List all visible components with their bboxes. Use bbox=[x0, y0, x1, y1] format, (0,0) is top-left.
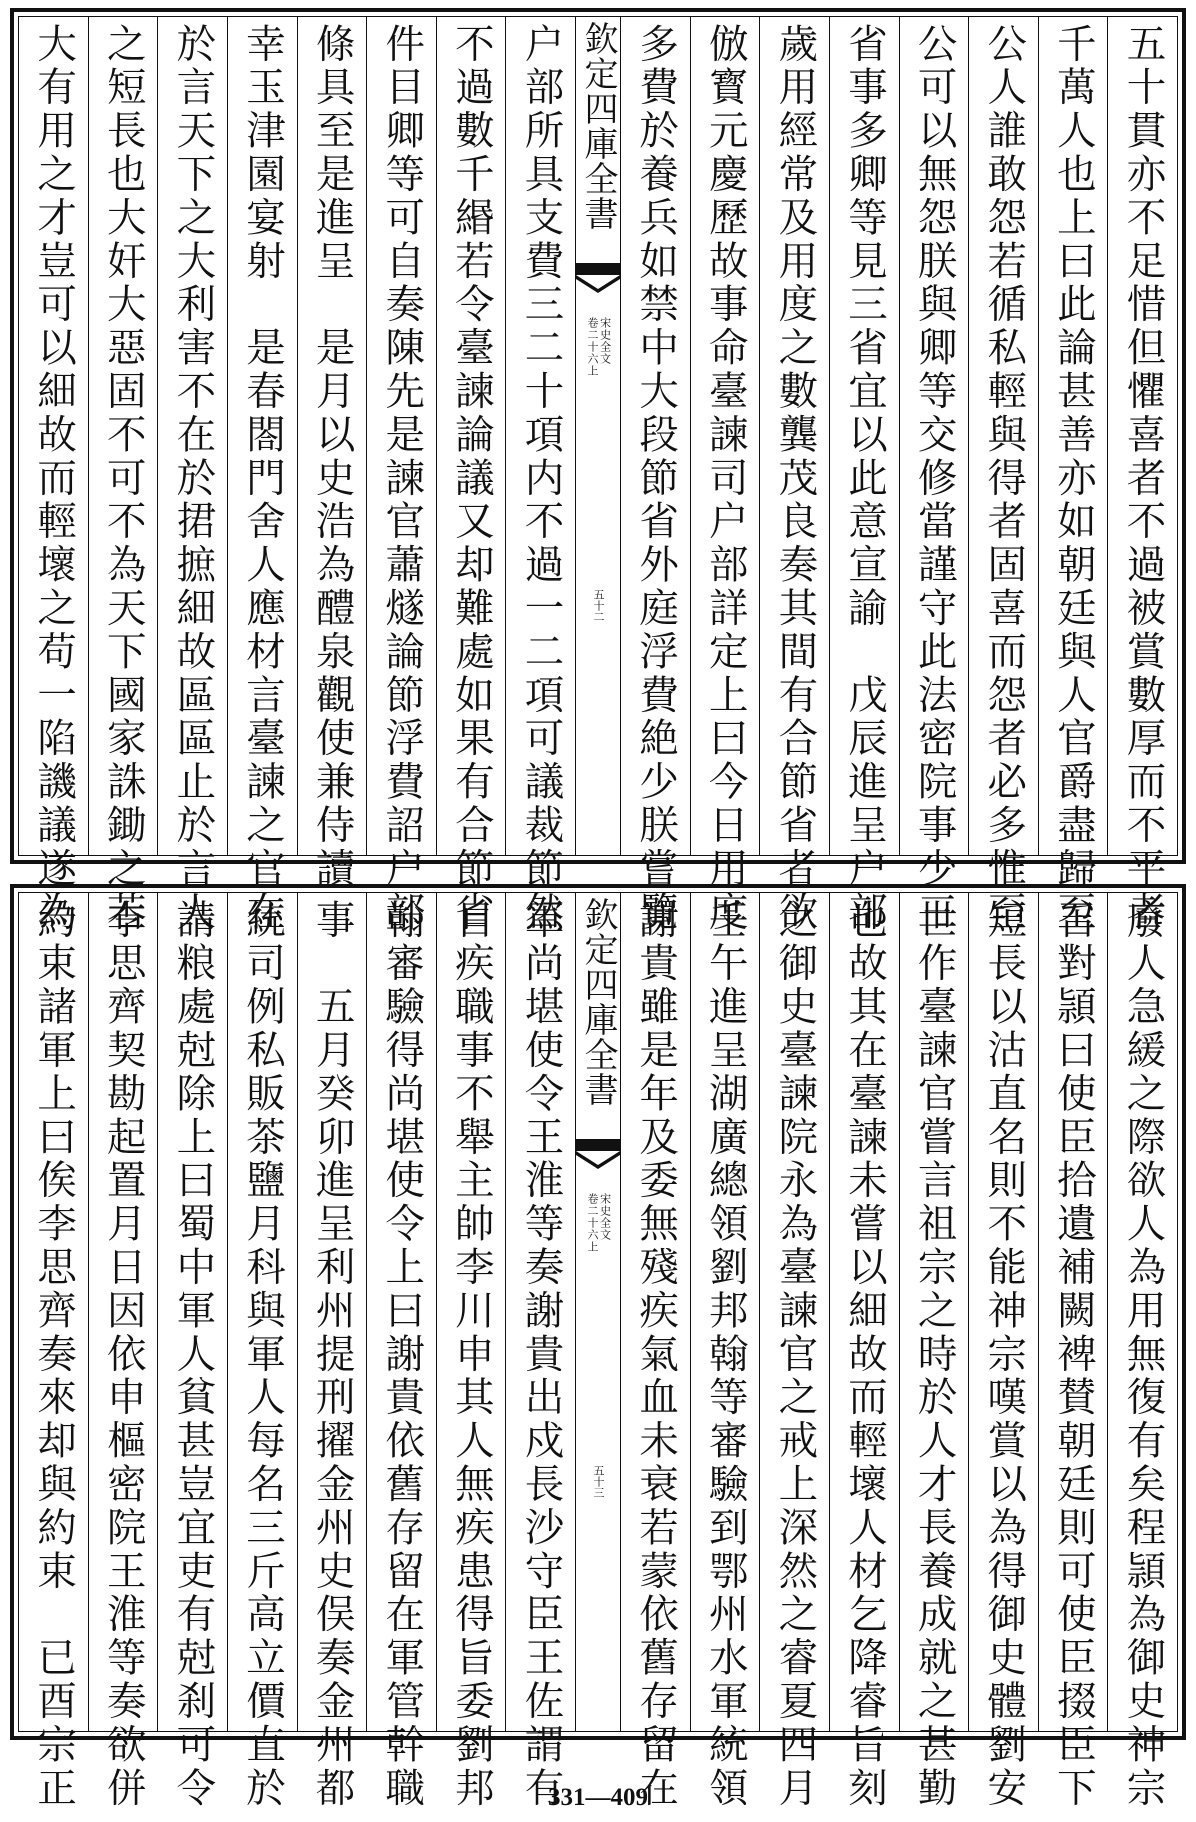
column-text: 之短長也大奸大惡固不可不為天下國家誅鋤之若 bbox=[100, 23, 147, 935]
text-column bbox=[759, 17, 829, 935]
fishtail-ornament bbox=[576, 263, 620, 275]
text-column bbox=[690, 893, 760, 1811]
text-column bbox=[1107, 17, 1177, 935]
column-text: 世作臺諫官嘗言祖宗之時於人才長養成就之甚勤 bbox=[911, 899, 958, 1811]
column-text: 統司例私販茶鹽月科與軍人每名三斤高立價直於 bbox=[239, 899, 286, 1811]
column-text: 於言天下之大利害不在於捃摭細故區區止於言人 bbox=[170, 23, 217, 935]
page-panel-top bbox=[10, 8, 1186, 935]
column-text: 千萬人也上曰此論甚善亦如朝廷與人官爵盡歸至 bbox=[1050, 23, 1097, 935]
text-column bbox=[436, 17, 506, 935]
column-text: 公人誰敢怨若循私輕與得者固喜而怨者必多惟至 bbox=[981, 23, 1028, 935]
book-title: 欽定四庫全書 bbox=[578, 21, 618, 231]
columns-top bbox=[19, 17, 1177, 935]
text-column bbox=[829, 17, 899, 935]
column-text: 召對頴曰使臣拾遺補闕裨賛朝廷則可使臣掇臣下 bbox=[1050, 899, 1097, 1811]
column-text: 廢人急緩之際欲人為用無復有矣程頴為御史神宗 bbox=[1120, 899, 1167, 1811]
column-text: 多費於養兵如禁中大段節省外庭浮費絶少朕嘗覽 bbox=[633, 23, 680, 935]
text-column bbox=[436, 893, 506, 1811]
volume-label: 卷二十六上 bbox=[586, 1193, 599, 1253]
text-column bbox=[1038, 17, 1108, 935]
text-column bbox=[19, 17, 88, 935]
text-column bbox=[620, 893, 690, 1811]
column-text: 幸玉津園宴射 是春閤門舍人應材言臺諫之官在 bbox=[239, 23, 286, 935]
column-text: 不過數千緡若令臺諫論議又却難處如果有合節省 bbox=[448, 23, 495, 935]
page-reference: 331—409 bbox=[548, 1784, 648, 1811]
text-column bbox=[227, 17, 297, 935]
column-text: 軍尚堪使令王淮等奏謝貴出戍長沙守臣王佐謂有 bbox=[518, 899, 565, 1811]
text-column bbox=[157, 17, 227, 935]
volume-label: 卷二十六上 bbox=[586, 317, 599, 377]
column-text: 五十貫亦不足惜但懼喜者不過被賞數厚而不平者 bbox=[1120, 23, 1167, 935]
text-column bbox=[899, 17, 969, 935]
column-text: 短長以沽直名則不能神宗嘆賞以為得御史體劉安 bbox=[981, 899, 1028, 1811]
text-column bbox=[157, 893, 227, 1811]
text-column bbox=[968, 893, 1038, 1811]
text-column bbox=[297, 893, 367, 1811]
center-meta bbox=[585, 317, 610, 377]
column-text: 倣寳元慶歷故事命臺諫司户部詳定上曰今日用度 bbox=[702, 23, 749, 935]
text-column bbox=[759, 893, 829, 1811]
fishtail-chevron-icon bbox=[576, 275, 620, 293]
column-text: 條具至是進呈 是月以史浩為醴泉觀使兼侍讀 bbox=[309, 23, 356, 891]
page-number: 五十三 bbox=[592, 1465, 605, 1498]
column-text: 大有用之才豈可以細故而輕壞之苟一陷譏議遂為 bbox=[31, 23, 78, 935]
column-text: 目疾職事不舉主帥李川申其人無疾患得旨委劉邦 bbox=[448, 899, 495, 1811]
text-column bbox=[227, 893, 297, 1811]
inner-frame bbox=[18, 16, 1178, 935]
text-column bbox=[690, 17, 760, 935]
text-column bbox=[620, 17, 690, 935]
column-text: 也故其在臺諫未嘗以細故而輕壞人材乞降睿旨刻 bbox=[841, 899, 888, 1811]
column-text: 歲用經常及用度之數龔茂良奏其間有合節省者欲 bbox=[772, 23, 819, 935]
page-number: 五十二 bbox=[592, 589, 605, 622]
column-text: 李思齊契勘起置月日因依申樞密院王淮等奏欲併 bbox=[100, 899, 147, 1811]
fishtail-ornament bbox=[576, 1139, 620, 1151]
text-column bbox=[88, 17, 158, 935]
text-column bbox=[505, 17, 575, 935]
work-title: 宋史全文 bbox=[598, 317, 612, 365]
column-text: 翰審驗得尚堪使令上曰謝貴依舊存留在軍管幹職 bbox=[379, 899, 426, 1811]
text-column bbox=[505, 893, 575, 1811]
column-text: 之御史臺諫院永為臺諫官之戒上深然之睿夏四月 bbox=[772, 899, 819, 1811]
fishtail-chevron-icon bbox=[576, 1151, 620, 1169]
text-column bbox=[968, 17, 1038, 935]
text-column bbox=[19, 893, 88, 1811]
column-text: 公可以無怨朕與卿等交修當謹守此法密院事少三 bbox=[911, 23, 958, 935]
column-text: 事 五月癸卯進呈利州提刑擢金州史俣奏金州都 bbox=[309, 899, 356, 1811]
book-title: 欽定四庫全書 bbox=[578, 897, 618, 1107]
column-text: 約束諸軍上曰俟李思齊奏來却與約束 已酉宗正 bbox=[31, 899, 78, 1811]
center-fold-column bbox=[575, 893, 620, 1731]
column-text: 謝貴雖是年及委無殘疾氣血未衰若蒙依舊存留在 bbox=[633, 899, 680, 1811]
column-text: 壬午進呈湖廣總領劉邦翰等審驗到鄂州水軍統領 bbox=[702, 899, 749, 1811]
text-column bbox=[88, 893, 158, 1811]
text-column bbox=[297, 17, 367, 891]
text-column bbox=[366, 893, 436, 1811]
text-column bbox=[366, 17, 436, 935]
text-column bbox=[899, 893, 969, 1811]
text-column bbox=[1038, 893, 1108, 1811]
column-text: 件目卿等可自奏陳先是諫官蕭燧論節浮費詔户部 bbox=[379, 23, 426, 935]
work-title: 宋史全文 bbox=[598, 1193, 612, 1241]
center-meta bbox=[585, 1193, 610, 1253]
column-text: 省事多卿等見三省宜以此意宣諭 戊辰進呈户部 bbox=[841, 23, 888, 935]
center-fold-column bbox=[575, 17, 620, 855]
column-text: 請粮處尅除上曰蜀中軍人貧甚豈宜吏有尅刹可令 bbox=[170, 899, 217, 1811]
column-text: 户部所具支費三二十項内不過一二項可議裁節然 bbox=[518, 23, 565, 935]
text-column bbox=[1107, 893, 1177, 1811]
text-column bbox=[829, 893, 899, 1811]
